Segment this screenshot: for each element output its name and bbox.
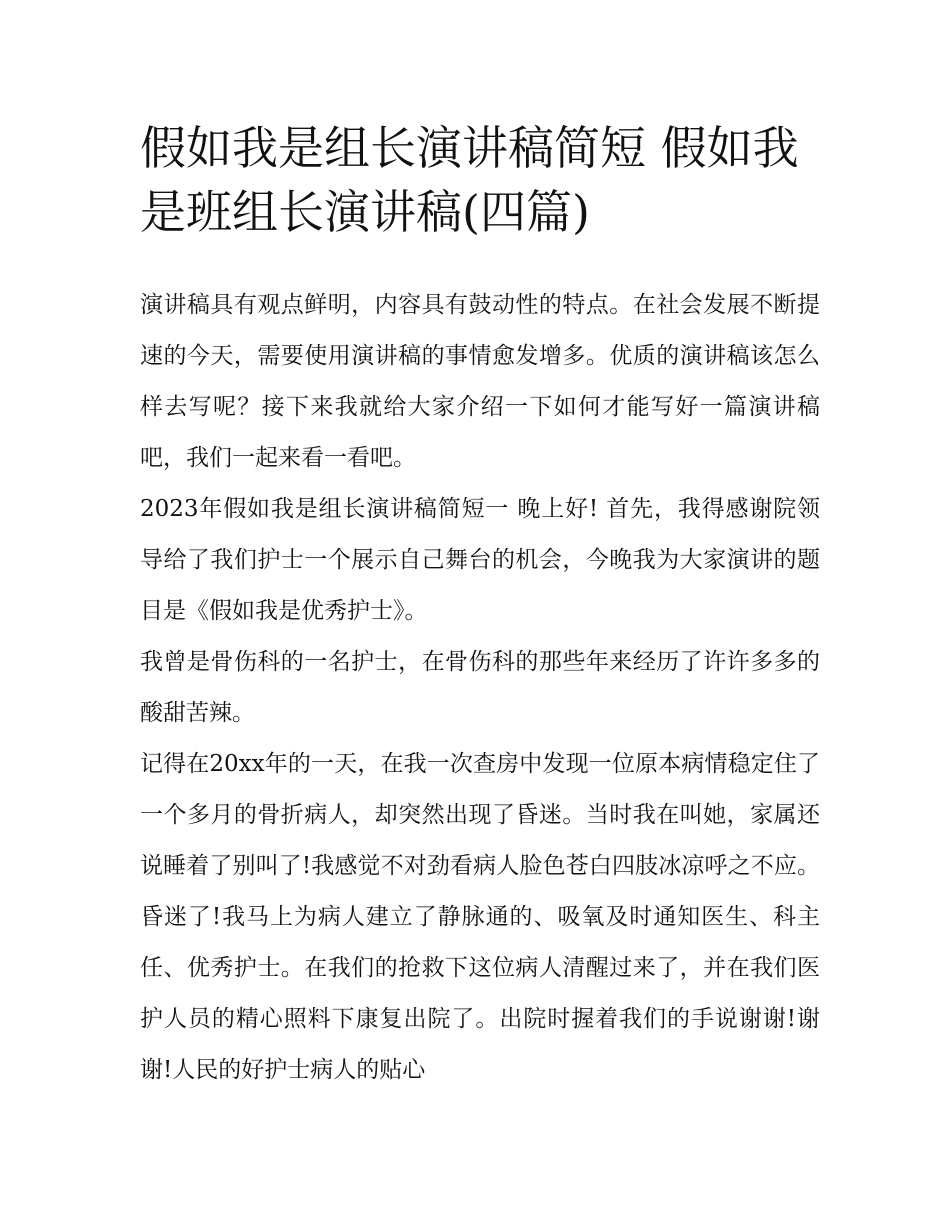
document-title: 假如我是组长演讲稿简短 假如我是班组长演讲稿(四篇) xyxy=(140,121,799,239)
paragraph-orthopedic-nurse: 我曾是骨伤科的一名护士，在骨伤科的那些年来经历了许许多多的酸甜苦辣。 xyxy=(140,649,820,726)
paragraph-intro: 演讲稿具有观点鲜明，内容具有鼓动性的特点。在社会发展不断提速的今天，需要使用演讲稿的事情愈发增多。优质的演讲稿该怎么样去写呢？接下来我就给大家介绍一下如何才能写好一篇演讲稿吧，我们一起来看一看吧。 xyxy=(140,292,820,471)
document-body xyxy=(140,280,820,1096)
paragraph-patient-story: 记得在20xx年的一天，在我一次查房中发现一位原本病情稳定住了一个多月的骨折病人，却突然出现了昏迷。当时我在叫她，家属还说睡着了别叫了!我感觉不对劲看病人脸色苍白四肢冰凉呼之不应。昏迷了!我马上为病人建立了静脉通的、吸氧及时通知医生、科主任、优秀护士。在我们的抢救下这位病人清醒过来了，并在我们医护人员的精心照料下康复出院了。出院时握着我们的手说谢谢!谢谢!人民的好护士病人的贴心 xyxy=(140,751,820,1083)
paragraph-speech-opening: 2023年假如我是组长演讲稿简短一 晚上好! 首先，我得感谢院领导给了我们护士一个展示自己舞台的机会，今晚我为大家演讲的题目是《假如我是优秀护士》。 xyxy=(140,496,820,624)
